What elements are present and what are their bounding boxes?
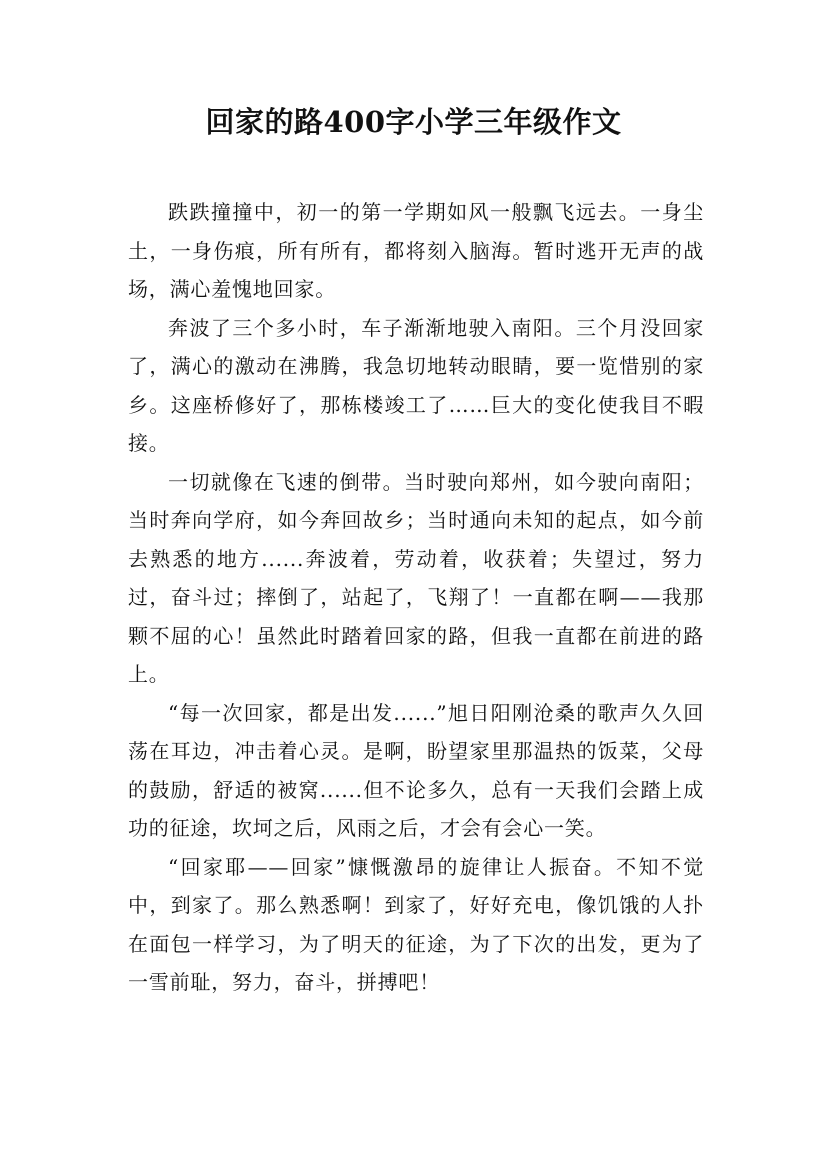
- paragraph-5: “回家耶——回家”慷慨激昂的旋律让人振奋。不知不觉中，到家了。那么熟悉啊！到家了，好好充电，像饥饿的人扑在面包一样学习，为了明天的征途，为了下次的出发，更为了一雪前耻，努力，奋斗，拼搏吧！: [128, 854, 704, 994]
- paragraph-1: 跌跌撞撞中，初一的第一学期如风一般飘飞远去。一身尘土，一身伤痕，所有所有，都将刻入脑海。暂时逃开无声的战场，满心羞愧地回家。: [128, 200, 704, 301]
- paragraph-2: 奔波了三个多小时，车子渐渐地驶入南阳。三个月没回家了，满心的激动在沸腾，我急切地转动眼睛，要一览惜别的家乡。这座桥修好了，那栋楼竣工了……巨大的变化使我目不暇接。: [128, 315, 704, 455]
- paragraph-3: 一切就像在飞速的倒带。当时驶向郑州，如今驶向南阳；当时奔向学府，如今奔回故乡；当时通向未知的起点，如今前去熟悉的地方......奔波着，劳动着，收获着；失望过，努力过，奋斗过；摔倒了，站起了，飞翔了！一直都在啊——我那颗不屈的心！虽然此时踏着回家的路，但我一直都在前进的路上。: [128, 469, 704, 686]
- essay-body: [128, 193, 704, 1002]
- paragraph-4: “每一次回家，都是出发......”旭日阳刚沧桑的歌声久久回荡在耳边，冲击着心灵。是啊，盼望家里那温热的饭菜，父母的鼓励，舒适的被窝......但不论多久，总有一天我们会踏上成功的征途，坎坷之后，风雨之后，才会有会心一笑。: [128, 700, 704, 840]
- document-title: 回家的路400字小学三年级作文: [205, 105, 622, 139]
